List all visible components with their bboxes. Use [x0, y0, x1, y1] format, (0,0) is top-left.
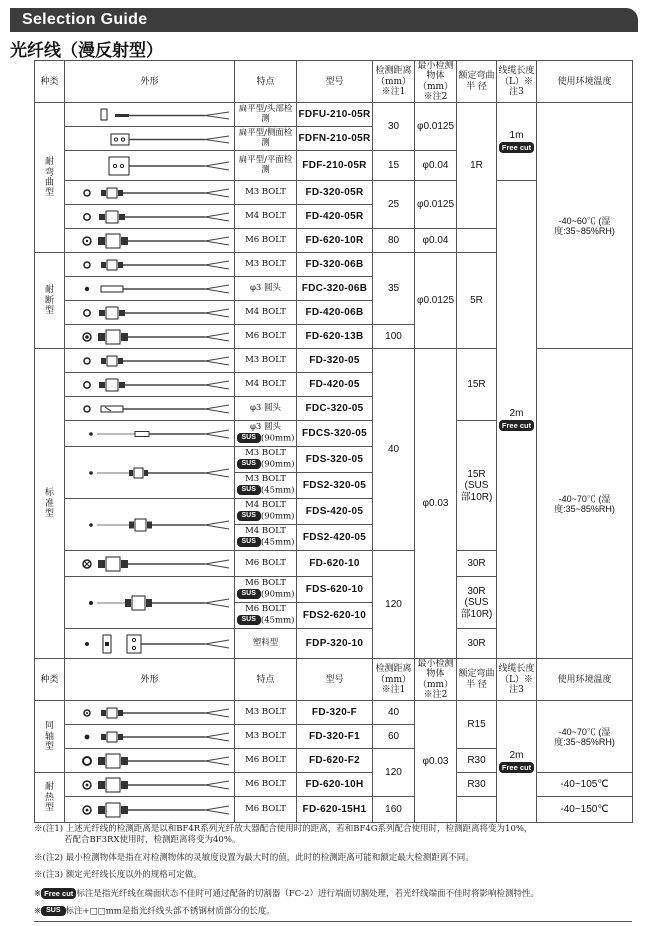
col-kind: 种类 — [35, 61, 65, 103]
model-cell: FDFU-210-05R — [297, 103, 373, 127]
col-feature: 特点 — [235, 61, 297, 103]
free-cut-badge: Free cut — [499, 420, 534, 431]
feature-text: M6 BOLT — [245, 604, 286, 615]
col-env: 使用环境温度 — [537, 659, 633, 701]
heat-m6-sensor-icon — [65, 798, 235, 822]
feature-cell — [235, 421, 297, 447]
flat-head-sensor-icon — [65, 104, 235, 126]
feature-text: M4 BOLT — [245, 500, 286, 511]
feature-cell: M3 BOLT — [235, 701, 297, 725]
distance-cell: 100 — [373, 325, 415, 349]
bend-cell: R15 — [457, 701, 497, 749]
sus-badge: SUS — [237, 485, 261, 495]
model-cell: FD-320-05R — [297, 181, 373, 205]
min-object-cell: φ0.0125 — [415, 253, 457, 349]
sus-round-head-sensor-icon — [65, 422, 235, 446]
cable-cell — [497, 181, 537, 659]
sus-badge: SUS — [237, 433, 261, 443]
sus-badge: SUS — [41, 906, 65, 916]
model-cell: FD-620-F2 — [297, 749, 373, 773]
distance-cell: 40 — [373, 701, 415, 725]
feature-text: M6 BOLT — [245, 578, 286, 589]
fiber-image — [65, 397, 235, 421]
col-cable: 线缆长度（L）※注3 — [497, 659, 537, 701]
selection-guide-banner — [10, 8, 638, 32]
fiber-image — [65, 701, 235, 725]
model-cell: FD-320-05 — [297, 349, 373, 373]
distance-cell: 80 — [373, 229, 415, 253]
bottom-rule — [34, 921, 632, 922]
free-cut-badge: Free cut — [499, 142, 534, 153]
feature-text: M3 BOLT — [245, 448, 286, 459]
fiber-image — [65, 499, 235, 551]
feature-cell: M6 BOLT — [235, 797, 297, 823]
bend-cell: 30R (SUS部10R) — [457, 577, 497, 629]
sus-length: (90mm) — [260, 459, 295, 470]
sus-badge: SUS — [237, 459, 261, 469]
fiber-image — [65, 103, 235, 127]
feature-cell: M3 BOLT — [235, 725, 297, 749]
note-4-prefix: ※ — [34, 888, 42, 899]
env-cell: -40~105℃ — [537, 773, 633, 797]
model-cell: FDS-420-05 — [297, 499, 373, 525]
bend-cell: R30 — [457, 773, 497, 797]
cable-length: 1m — [509, 130, 524, 142]
col-model: 型号 — [297, 61, 373, 103]
note-2: ※(注2) 最小检测物体是指在对检测物体的灵敏度设置为最大时的值，此时的检测距离可能和额定最大检测距离不同。 — [34, 852, 474, 863]
distance-cell: 15 — [373, 151, 415, 181]
note-4 — [34, 888, 634, 900]
sus-length: (45mm) — [260, 615, 295, 626]
fiber-image — [65, 373, 235, 397]
col-model: 型号 — [297, 659, 373, 701]
fiber-image — [65, 325, 235, 349]
table-header-row — [35, 659, 633, 701]
diffuse-fiber-table — [34, 60, 633, 659]
model-cell: FD-420-05R — [297, 205, 373, 229]
free-cut-badge: Free cut — [499, 762, 534, 773]
model-cell: FD-420-06B — [297, 301, 373, 325]
sus-badge: SUS — [237, 537, 261, 547]
feature-cell: M4 BOLT — [235, 301, 297, 325]
model-cell: FDP-320-10 — [297, 629, 373, 659]
note-4-text: 标注是指光纤线在端面状态不佳时可通过配备的切割器（FC-2）进行端面切割处理，若光纤线端面不佳时将影响检测特性。 — [76, 888, 539, 899]
feature-cell: M6 BOLT — [235, 229, 297, 253]
model-cell: FD-620-13B — [297, 325, 373, 349]
col-bend: 额定弯曲半 径 — [457, 659, 497, 701]
bend-cell: 1R — [457, 103, 497, 229]
bend-cell: 15R — [457, 349, 497, 421]
table-row — [35, 773, 633, 797]
fiber-image — [65, 181, 235, 205]
note-3: ※(注3) 额定光纤线长度以外的规格可定做。 — [34, 870, 202, 881]
col-min-object: 最小检测物体（mm）※注2 — [415, 659, 457, 701]
feature-cell: 扁平型/头部检测 — [235, 103, 297, 127]
feature-cell: 塑料型 — [235, 629, 297, 659]
col-shape: 外形 — [65, 659, 235, 701]
feature-cell: 扁平型/平面检测 — [235, 151, 297, 181]
feature-text: M4 BOLT — [245, 526, 286, 537]
distance-cell: 60 — [373, 725, 415, 749]
table-row — [35, 701, 633, 725]
coaxial-m6-sensor-icon — [65, 750, 235, 772]
round-head-sensor-icon — [65, 278, 235, 300]
fiber-image — [65, 773, 235, 797]
fiber-image — [65, 349, 235, 373]
note-5-text: 标注+□□mm是指光纤线头部不锈钢材质部分的长度。 — [65, 906, 275, 917]
table-row — [35, 103, 633, 127]
cable-length: 2m — [509, 750, 524, 762]
col-feature: 特点 — [235, 659, 297, 701]
bend-cell-empty — [457, 797, 497, 823]
fiber-image — [65, 447, 235, 499]
sus-length: (90mm) — [260, 433, 295, 444]
table-row — [35, 797, 633, 823]
distance-cell: 120 — [373, 749, 415, 797]
fiber-image — [65, 253, 235, 277]
m3-bolt-sensor-icon — [65, 350, 235, 372]
model-cell: FDF-210-05R — [297, 151, 373, 181]
col-min-object: 最小检测物体（mm）※注2 — [415, 61, 457, 103]
col-cable: 线缆长度（L）※注3 — [497, 61, 537, 103]
m6-bolt-sensor-icon — [65, 552, 235, 576]
min-object-cell: φ0.04 — [415, 151, 457, 181]
col-kind: 种类 — [35, 659, 65, 701]
distance-cell: 40 — [373, 349, 415, 551]
flat-side-sensor-icon — [65, 128, 235, 150]
banner-text: Selection Guide — [22, 11, 148, 28]
bend-cell: 30R — [457, 551, 497, 577]
m6-bolt-sensor-icon — [65, 230, 235, 252]
table-header-row — [35, 61, 633, 103]
feature-cell — [235, 577, 297, 603]
feature-cell: M4 BOLT — [235, 373, 297, 397]
model-cell: FDC-320-05 — [297, 397, 373, 421]
bend-cell: 15R (SUS部10R) — [457, 421, 497, 551]
feature-cell: M3 BOLT — [235, 253, 297, 277]
sus-length: (45mm) — [260, 537, 295, 548]
bend-cell: 5R — [457, 253, 497, 349]
env-cell: -40~60℃ (湿度:35~85%RH) — [537, 103, 633, 349]
bend-cell: R30 — [457, 749, 497, 773]
round-head-sensor-icon — [65, 398, 235, 420]
fiber-image — [65, 749, 235, 773]
model-cell: FD-320-F1 — [297, 725, 373, 749]
fiber-image — [65, 629, 235, 659]
col-bend: 额定弯曲半 径 — [457, 61, 497, 103]
model-cell: FD-620-10 — [297, 551, 373, 577]
distance-cell: 30 — [373, 103, 415, 151]
env-cell: -40~150℃ — [537, 797, 633, 823]
sus-length: (45mm) — [260, 485, 295, 496]
feature-text: φ3 圆头 — [249, 422, 282, 433]
coaxial-m3-sensor-icon — [65, 702, 235, 724]
fiber-image — [65, 277, 235, 301]
category-standard: 标准型 — [35, 349, 65, 659]
m4-bolt-sensor-icon — [65, 302, 235, 324]
distance-cell: 120 — [373, 551, 415, 659]
feature-cell: M6 BOLT — [235, 325, 297, 349]
model-cell: FDS2-320-05 — [297, 473, 373, 499]
feature-cell: φ3 圆头 — [235, 397, 297, 421]
model-cell: FD-620-10H — [297, 773, 373, 797]
feature-cell: M6 BOLT — [235, 551, 297, 577]
feature-text: M3 BOLT — [245, 474, 286, 485]
sus-badge: SUS — [237, 589, 261, 599]
feature-cell: M6 BOLT — [235, 749, 297, 773]
category-bend-resistant: 耐弯曲型 — [35, 103, 65, 253]
fiber-image — [65, 421, 235, 447]
cable-cell — [497, 701, 537, 823]
m6-bolt-sensor-icon — [65, 326, 235, 348]
min-object-cell: φ0.0125 — [415, 181, 457, 229]
feature-cell: M4 BOLT — [235, 205, 297, 229]
m4-bolt-sensor-icon — [65, 206, 235, 228]
feature-cell: M3 BOLT — [235, 181, 297, 205]
col-distance: 检测距离（mm）※注1 — [373, 659, 415, 701]
model-cell: FDS-620-10 — [297, 577, 373, 603]
fiber-image — [65, 725, 235, 749]
category-coaxial: 同轴型 — [35, 701, 65, 773]
model-cell: FD-620-10R — [297, 229, 373, 253]
m3-bolt-sensor-icon — [65, 182, 235, 204]
sus-m4-bolt-sensor-icon — [65, 500, 235, 550]
col-shape: 外形 — [65, 61, 235, 103]
fiber-image — [65, 151, 235, 181]
heat-m6-sensor-icon — [65, 774, 235, 796]
feature-cell — [235, 447, 297, 473]
model-cell: FD-320-06B — [297, 253, 373, 277]
fiber-image — [65, 229, 235, 253]
model-cell: FDFN-210-05R — [297, 127, 373, 151]
feature-cell — [235, 499, 297, 525]
sus-length: (90mm) — [260, 589, 295, 600]
col-distance: 检测距离（mm）※注1 — [373, 61, 415, 103]
fiber-image — [65, 127, 235, 151]
model-cell: FDS2-620-10 — [297, 603, 373, 629]
min-object-cell: φ0.03 — [415, 701, 457, 823]
cable-length: 2m — [509, 408, 524, 420]
fiber-image — [65, 577, 235, 629]
plastic-sensor-icon — [65, 630, 235, 658]
distance-cell: 35 — [373, 253, 415, 325]
sus-length: (90mm) — [260, 511, 295, 522]
m3-bolt-sensor-icon — [65, 254, 235, 276]
note-1: ※(注1) 上述光纤线的检测距离是以和BF4R系列光纤放大器配合使用时的距离，若和BF4G系列配合使用时，检测距离将变为10%， — [34, 824, 533, 834]
fiber-image — [65, 301, 235, 325]
feature-cell — [235, 603, 297, 629]
min-object-cell: φ0.04 — [415, 229, 457, 253]
min-object-cell: φ0.03 — [415, 349, 457, 659]
model-cell: FDCS-320-05 — [297, 421, 373, 447]
bend-cell: 30R — [457, 629, 497, 659]
distance-cell: 25 — [373, 181, 415, 229]
coaxial-m3-sensor-icon — [65, 726, 235, 748]
env-cell: -40~70℃ (湿度:35~85%RH) — [537, 349, 633, 659]
m4-bolt-sensor-icon — [65, 374, 235, 396]
sus-badge: SUS — [237, 511, 261, 521]
model-cell: FDS2-420-05 — [297, 525, 373, 551]
note-5-prefix: ※ — [34, 906, 42, 917]
sus-badge: SUS — [237, 615, 261, 625]
min-object-cell: φ0.0125 — [415, 103, 457, 151]
sus-m3-bolt-sensor-icon — [65, 448, 235, 498]
model-cell: FDS-320-05 — [297, 447, 373, 473]
note-5 — [34, 906, 634, 918]
feature-cell: 扁平型/侧面检测 — [235, 127, 297, 151]
fiber-image — [65, 797, 235, 823]
page-title: 光纤线（漫反射型） — [10, 41, 163, 61]
sus-m6-bolt-sensor-icon — [65, 578, 235, 628]
fiber-image — [65, 551, 235, 577]
flat-face-sensor-icon — [65, 152, 235, 180]
distance-cell: 160 — [373, 797, 415, 823]
fiber-image — [65, 205, 235, 229]
feature-cell: M6 BOLT — [235, 773, 297, 797]
feature-cell — [235, 525, 297, 551]
category-break-resistant: 耐断型 — [35, 253, 65, 349]
footnotes — [34, 824, 634, 918]
feature-cell: M3 BOLT — [235, 349, 297, 373]
model-cell: FD-620-15H1 — [297, 797, 373, 823]
cable-cell — [497, 103, 537, 181]
coaxial-heat-table — [34, 658, 633, 823]
model-cell: FDC-320-06B — [297, 277, 373, 301]
feature-cell: φ3 圆头 — [235, 277, 297, 301]
model-cell: FD-420-05 — [297, 373, 373, 397]
col-env: 使用环境温度 — [537, 61, 633, 103]
env-cell: -40~70℃ (湿度:35~85%RH) — [537, 701, 633, 773]
model-cell: FD-320-F — [297, 701, 373, 725]
feature-cell — [235, 473, 297, 499]
category-heat-resistant: 耐热型 — [35, 773, 65, 823]
table-row — [35, 349, 633, 373]
note-1-cont: 若配合BF3RX使用时，检测距离将变为40%。 — [64, 835, 241, 846]
free-cut-badge: Free cut — [41, 888, 76, 899]
